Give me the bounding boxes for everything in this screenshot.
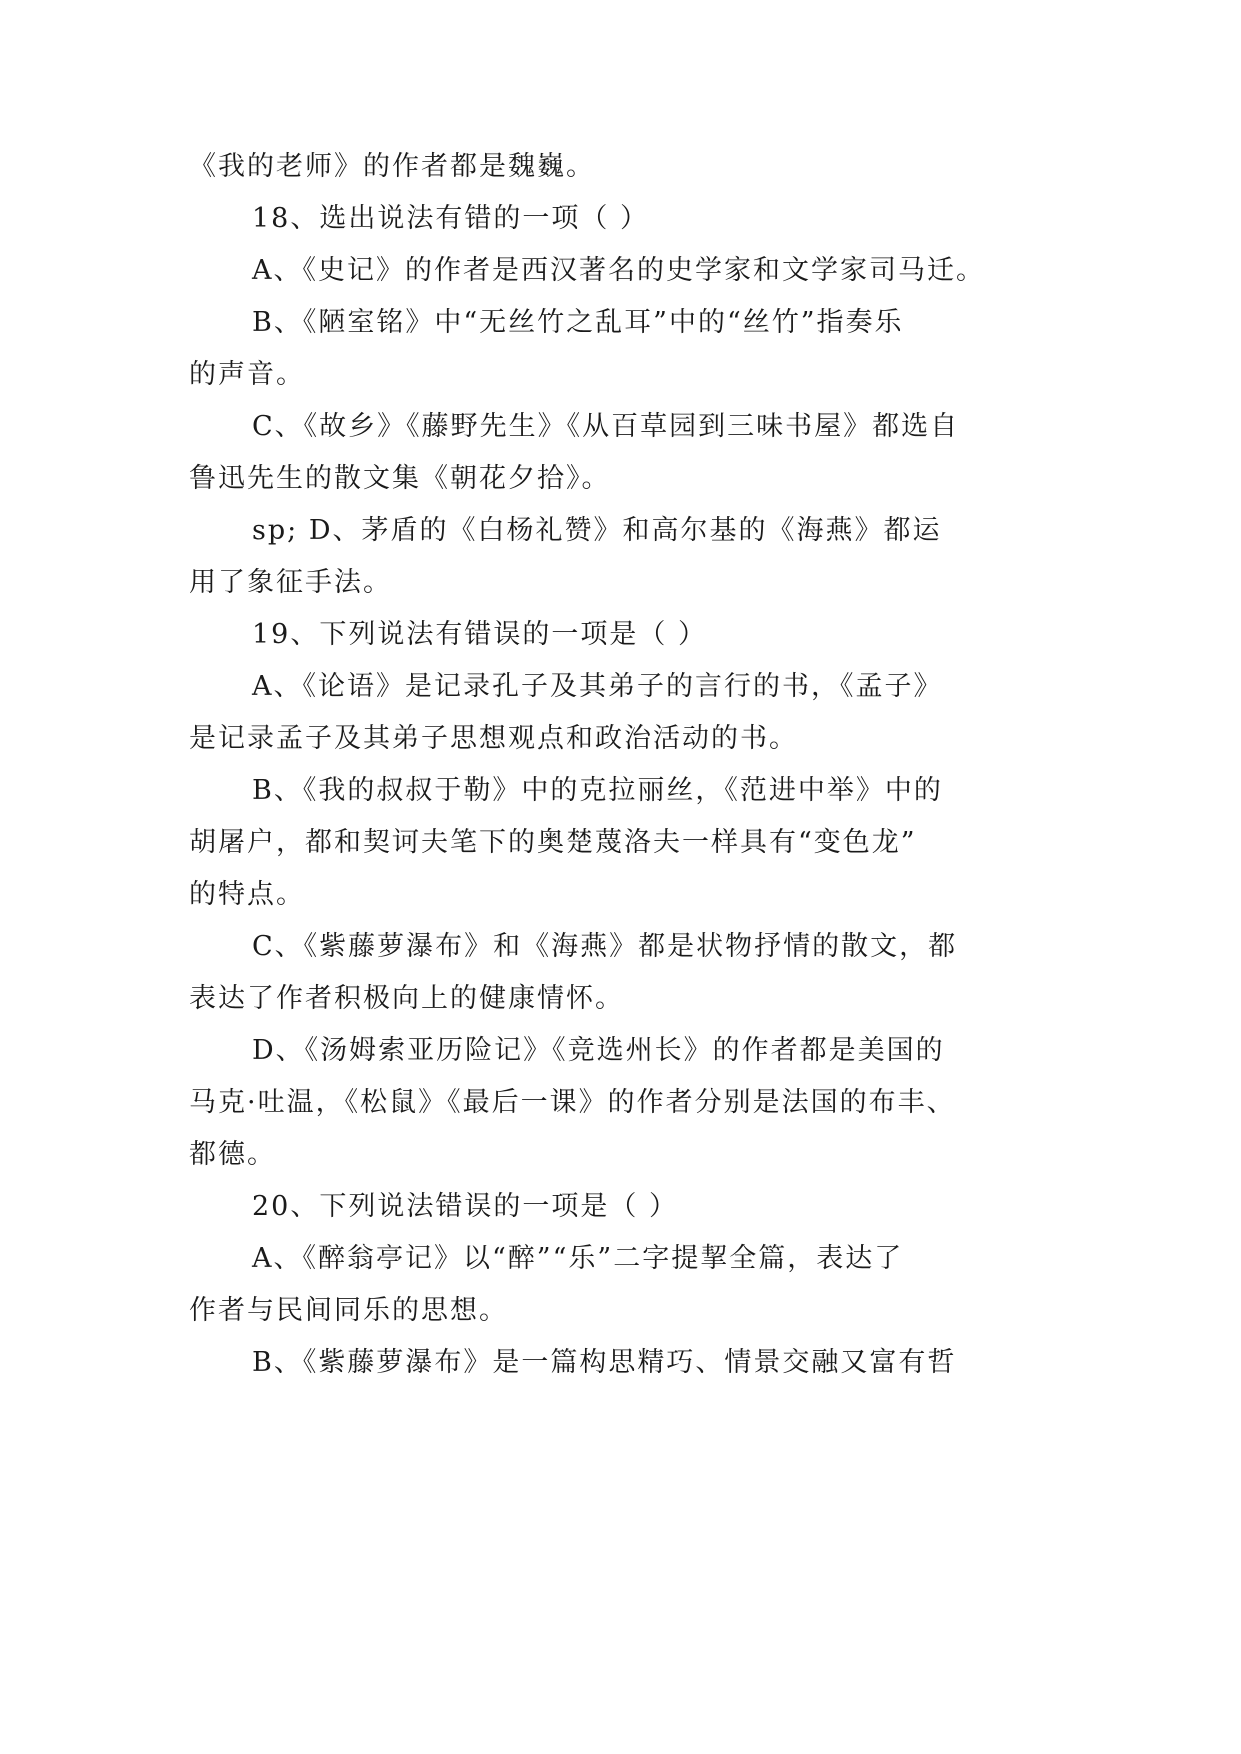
text-line: 的特点。: [189, 879, 305, 910]
question-19: 19、下列说法有错误的一项是（ ）: [252, 619, 707, 650]
question-18: 18、选出说法有错的一项（ ）: [252, 203, 649, 234]
text-line: 用了象征手法。: [189, 567, 392, 598]
text-line: 鲁迅先生的散文集《朝花夕拾》。: [189, 463, 611, 494]
option-18-a: A、《史记》的作者是西汉著名的史学家和文学家司马迁。: [252, 255, 985, 286]
option-19-d: D、《汤姆索亚历险记》《竞选州长》的作者都是美国的: [252, 1035, 945, 1066]
text-line: 马克·吐温，《松鼠》《最后一课》的作者分别是法国的布丰、: [189, 1087, 956, 1118]
text-line: 胡屠户，都和契诃夫笔下的奥楚蔑洛夫一样具有“变色龙”: [189, 827, 917, 858]
option-20-b: B、《紫藤萝瀑布》是一篇构思精巧、情景交融又富有哲: [252, 1347, 957, 1378]
question-20: 20、下列说法错误的一项是（ ）: [252, 1191, 678, 1222]
option-18-b: B、《陋室铭》中“无丝竹之乱耳”中的“丝竹”指奏乐: [252, 307, 904, 338]
option-19-b: B、《我的叔叔于勒》中的克拉丽丝，《范进中举》中的: [252, 775, 943, 806]
text-line: 《我的老师》的作者都是魏巍。: [189, 151, 595, 182]
option-19-a: A、《论语》是记录孔子及其弟子的言行的书，《孟子》: [252, 671, 943, 702]
text-line: 都德。: [189, 1139, 276, 1170]
text-line: 是记录孟子及其弟子思想观点和政治活动的书。: [189, 723, 798, 754]
text-line: 的声音。: [189, 359, 305, 390]
text-line: 作者与民间同乐的思想。: [189, 1295, 508, 1326]
text-line: 表达了作者积极向上的健康情怀。: [189, 983, 624, 1014]
option-20-a: A、《醉翁亭记》以“醉”“乐”二字提挈全篇，表达了: [252, 1243, 904, 1274]
option-18-d: sp; D、茅盾的《白杨礼赞》和高尔基的《海燕》都运: [252, 515, 942, 546]
option-18-c: C、《故乡》《藤野先生》《从百草园到三味书屋》都选自: [252, 411, 960, 442]
option-19-c: C、《紫藤萝瀑布》和《海燕》都是状物抒情的散文，都: [252, 931, 958, 962]
